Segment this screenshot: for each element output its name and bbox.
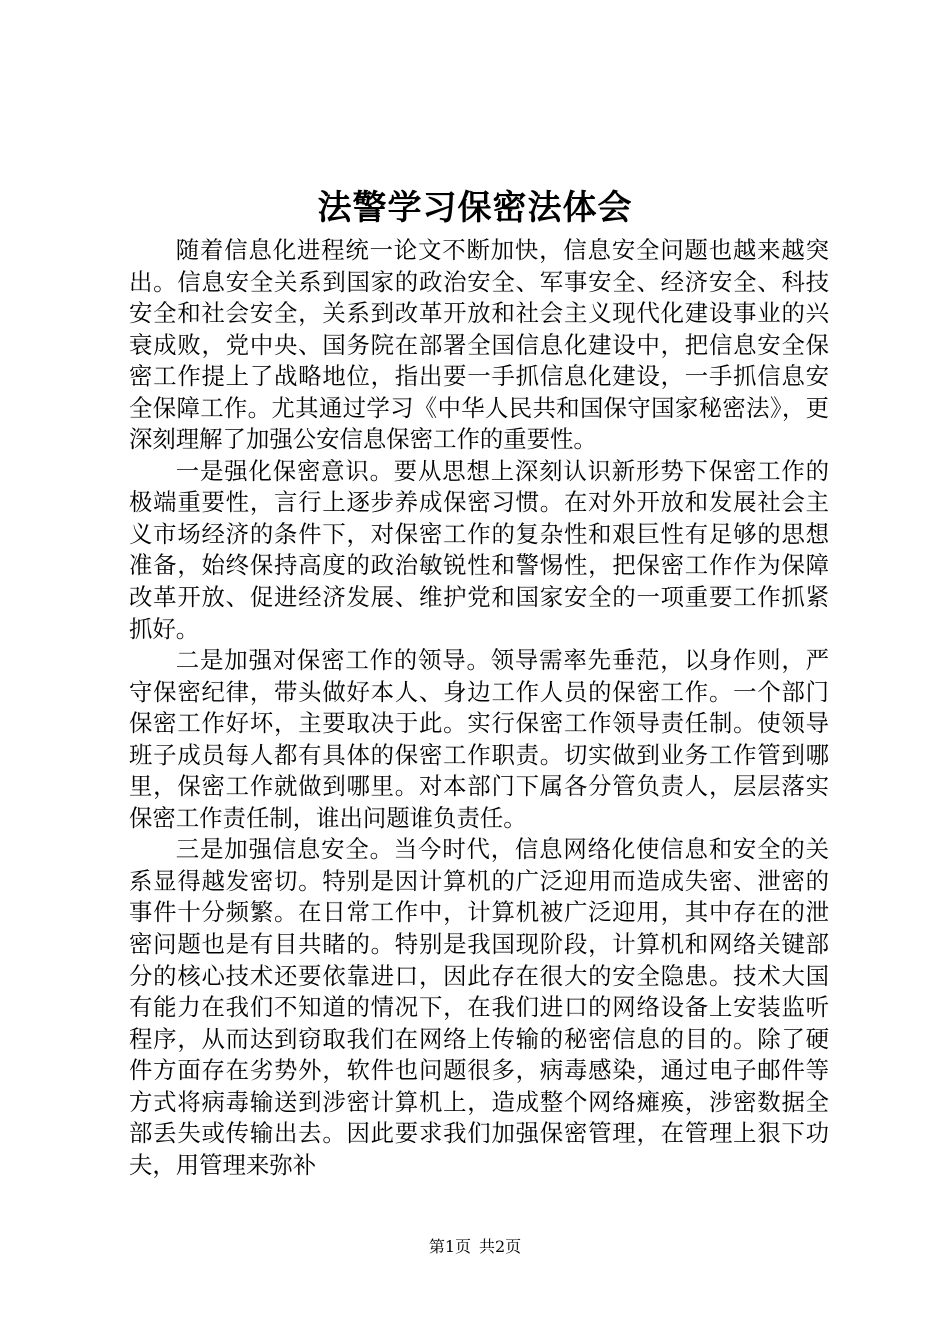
page-number: 第1页 — [428, 1237, 471, 1256]
paragraph-point-two: 二是加强对保密工作的领导。领导需率先垂范，以身作则，严守保密纪律，带头做好本人、身边工作人员的保密工作。一个部门保密工作好坏，主要取决于此。实行保密工作领导责任制。使领导班子成员每人都有具体的保密工作职责。切实做到业务工作管到哪里，保密工作就做到哪里。对本部门下属各分管负责人，层层落实保密工作责任制，谁出问题谁负责任。 — [129, 646, 829, 832]
paragraph-intro: 随着信息化进程统一论文不断加快，信息安全问题也越来越突出。信息安全关系到国家的政治安全、军事安全、经济安全、科技安全和社会安全，关系到改革开放和社会主义现代化建设事业的兴衰成败，党中央、国务院在部署全国信息化建设中，把信息安全保密工作提上了战略地位，指出要一手抓信息化建设，一手抓信息安全保障工作。尤其通过学习《中华人民共和国保守国家秘密法》，更深刻理解了加强公安信息保密工作的重要性。 — [129, 236, 829, 454]
paragraph-point-three: 三是加强信息安全。当今时代，信息网络化使信息和安全的关系显得越发密切。特别是因计算机的广泛迎用而造成失密、泄密的事件十分频繁。在日常工作中，计算机被广泛迎用，其中存在的泄密问题也是有目共睹的。特别是我国现阶段，计算机和网络关键部分的核心技术还要依靠进口，因此存在很大的安全隐患。技术大国有能力在我们不知道的情况下，在我们进口的网络设备上安装监听程序，从而达到窃取我们在网络上传输的秘密信息的目的。除了硬件方面存在劣势外，软件也问题很多，病毒感染，通过电子邮件等方式将病毒输送到涉密计算机上，造成整个网络瘫痪，涉密数据全部丢失或传输出去。因此要求我们加强保密管理，在管理上狠下功夫，用管理来弥补 — [129, 835, 829, 1179]
document-body — [129, 235, 829, 1181]
page-footer — [0, 1235, 950, 1259]
document-title: 法警学习保密法体会 — [317, 188, 633, 228]
page-total: 共2页 — [479, 1237, 522, 1256]
paragraph-point-one: 一是强化保密意识。要从思想上深刻认识新形势下保密工作的极端重要性，言行上逐步养成保密习惯。在对外开放和发展社会主义市场经济的条件下，对保密工作的复杂性和艰巨性有足够的思想准备，始终保持高度的政治敏锐性和警惕性，把保密工作作为保障改革开放、促进经济发展、维护党和国家安全的一项重要工作抓紧抓好。 — [129, 456, 829, 643]
